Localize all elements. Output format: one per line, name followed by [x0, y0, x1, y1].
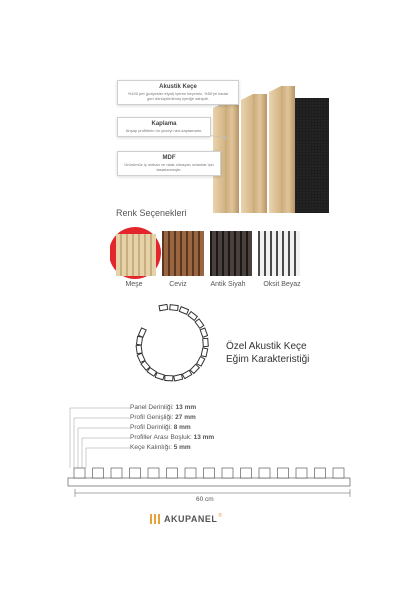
profile-slat [167, 468, 178, 478]
dim-profile-depth [130, 424, 191, 431]
curve-segment [155, 373, 164, 380]
profile-slat [241, 468, 252, 478]
curve-segment [200, 328, 207, 337]
profile-slat [111, 468, 122, 478]
callout-akustik-kece [117, 80, 239, 105]
dim-label: Profil Genişliği: [130, 414, 176, 421]
curve-segment [170, 305, 178, 311]
callout-title: Akustik Keçe [159, 84, 197, 90]
dim-label: Keçe Kalınlığı: [130, 444, 174, 451]
profile-slat [259, 468, 270, 478]
curve-segment [195, 319, 204, 328]
curve-segment [174, 374, 183, 381]
curve-segment [138, 328, 146, 337]
curve-segment [165, 376, 173, 381]
callout-desc: %100 pet (polyester elyaf) içeren keçemiz, %50'ye kadar geri dönüştürülmüş içeriğe sahiptir. [127, 91, 229, 101]
dim-label: Profiller Arası Boşluk: [130, 434, 194, 441]
dim-value: 5 mm [173, 444, 191, 451]
callout-desc: Ürünümüz iç mekan ve ıslak olmayan ortamlar için tasarlanmıştır. [124, 162, 214, 172]
flex-line-2: Eğim Karakteristiği [226, 354, 310, 365]
curve-segment [137, 353, 145, 362]
color-swatches [110, 225, 305, 285]
swatch-ceviz[interactable] [162, 231, 204, 276]
profile-slat [222, 468, 233, 478]
dim-value: 13 mm [175, 404, 197, 411]
curve-segment [201, 348, 208, 357]
curve-segment [159, 304, 168, 310]
dim-width-label: 60 cm [196, 496, 214, 503]
curve-segment [190, 364, 199, 373]
swatch-label-oksit-beyaz: Oksit Beyaz [263, 281, 301, 288]
profile-slat [333, 468, 344, 478]
swatch-label-antik-siyah: Antik Siyah [210, 281, 246, 288]
flex-text [226, 340, 309, 366]
curve-segment [197, 357, 205, 366]
callout-title: Kaplama [151, 121, 177, 127]
dim-profile-width [130, 414, 196, 421]
curve-segment [136, 345, 142, 354]
callout-desc: Ahşap profillerin ön yüzeyi neo-kaplamadır. [125, 128, 203, 133]
dim-value: 8 mm [173, 424, 191, 431]
curve-segment [188, 312, 197, 321]
flex-curve-diagram [125, 300, 225, 390]
swatch-label-mese: Meşe [125, 281, 143, 288]
profile-slat [130, 468, 141, 478]
profile-felt-base [68, 478, 350, 486]
swatch-label-ceviz: Ceviz [169, 281, 187, 288]
curve-segment [182, 370, 191, 378]
dim-gap [130, 434, 214, 441]
curve-segment [179, 307, 188, 315]
dim-panel-depth [130, 404, 196, 411]
profile-slat [148, 468, 159, 478]
callout-title: MDF [162, 155, 176, 161]
swatch-antik-siyah[interactable] [210, 231, 252, 276]
profile-slat [93, 468, 104, 478]
color-options-title: Renk Seçenekleri [116, 208, 187, 218]
callout-mdf [117, 151, 221, 176]
profile-slat [185, 468, 196, 478]
dim-label: Profil Derinliği: [130, 424, 174, 431]
curve-segment [136, 336, 142, 345]
flex-line-1: Özel Akustik Keçe [226, 341, 307, 352]
brand-registered: ® [218, 513, 223, 519]
callout-kaplama [117, 117, 211, 137]
dim-value: 27 mm [175, 414, 196, 421]
curve-segment [203, 338, 209, 346]
profile-slat [74, 468, 85, 478]
dimension-diagram [60, 400, 360, 510]
profile-slat [315, 468, 326, 478]
brand-logo [150, 513, 222, 525]
dim-value: 13 mm [193, 434, 215, 441]
brand-mark-icon [150, 513, 160, 525]
brand-name: AKUPANEL [164, 514, 218, 524]
dim-label: Panel Derinliği: [130, 404, 176, 411]
swatch-oksit-beyaz[interactable] [258, 231, 300, 276]
profile-slat [278, 468, 289, 478]
dim-felt-thickness [130, 444, 191, 451]
swatch-mese[interactable] [116, 234, 156, 276]
profile-slat [204, 468, 215, 478]
profile-slat [296, 468, 307, 478]
